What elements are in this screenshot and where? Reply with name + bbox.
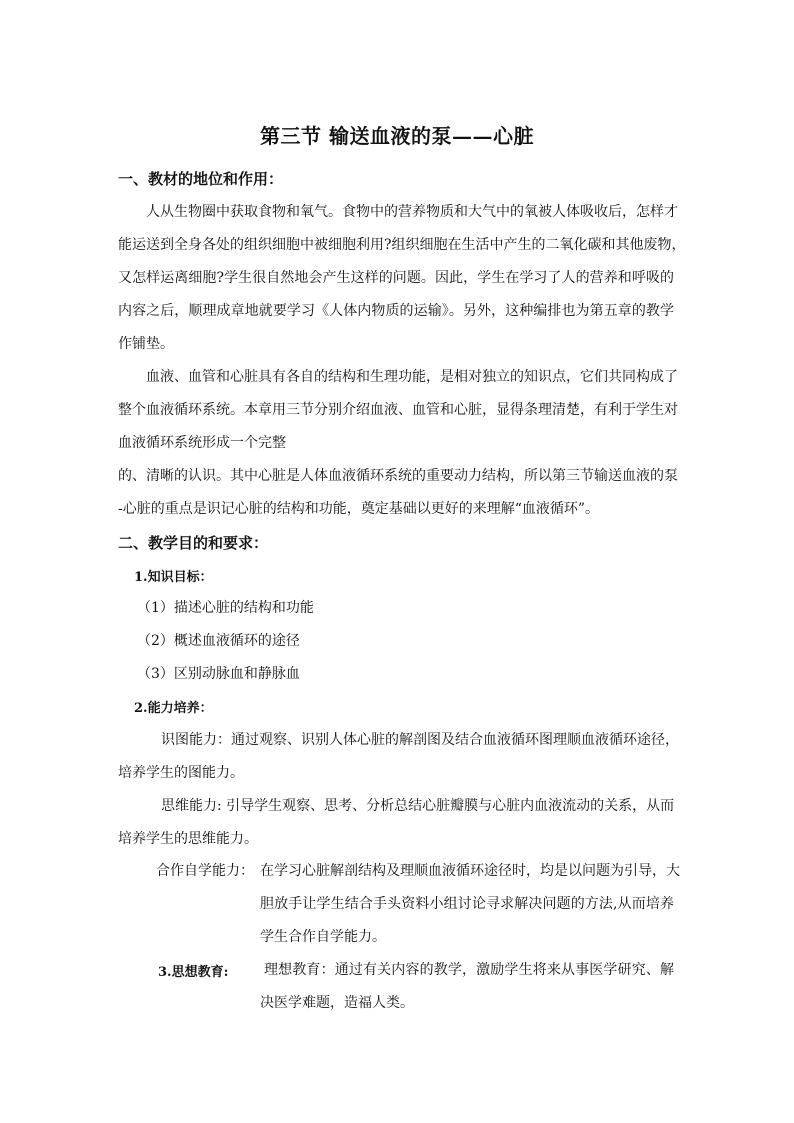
section2-heading: 二、教学目的和要求： xyxy=(118,534,269,552)
thought-education-line: 决医学难题，造福人类。 xyxy=(260,995,414,1011)
para1-line: 能运送到全身各处的组织细胞中被细胞利用?组织细胞在生活中产生的二氧化碳和其他废物， xyxy=(118,237,686,253)
knowledge-goals-label: 1.知识目标： xyxy=(134,570,213,585)
para1-line: 又怎样运离细胞?学生很自然地会产生这样的问题。因此，学生在学习了人的营养和呼吸的 xyxy=(118,270,674,286)
para2-line: 血液、血管和心脏具有各自的结构和生理功能，是相对独立的知识点，它们共同构成了 xyxy=(146,369,678,385)
knowledge-goal-item: （3）区别动脉血和静脉血 xyxy=(137,666,300,682)
thought-education-label: 3.思想教育: xyxy=(158,965,229,980)
para1-line: 内容之后，顺理成章地就要学习《人体内物质的运输》。另外，这种编排也为第五章的教学 xyxy=(118,303,674,319)
thought-education-line: 理想教育：通过有关内容的教学，激励学生将来从事医学研究、解 xyxy=(264,962,674,978)
thinking-ability-line: 思维能力: 引导学生观察、思考、分析总结心脏瓣膜与心脏内血液流动的关系，从而 xyxy=(161,798,675,814)
ability-label: 2.能力培养： xyxy=(134,701,213,716)
para2-line: -心脏的重点是识记心脏的结构和功能，奠定基础以更好的来理解“血液循环”。 xyxy=(118,501,600,517)
section1-heading: 一、教材的地位和作用： xyxy=(118,170,284,188)
cooperative-ability-line: 胆放手让学生结合手头资料小组讨论寻求解决问题的方法,从而培养 xyxy=(260,896,674,912)
diagram-ability-line: 识图能力：通过观察、识别人体心脏的解剖图及结合血液循环图理顺血液循环途径， xyxy=(161,732,679,748)
knowledge-goal-item: （2）概述血液循环的途径 xyxy=(137,633,300,649)
para1-line: 作铺垫。 xyxy=(118,336,174,352)
cooperative-ability-label: 合作自学能力： xyxy=(156,863,254,879)
cooperative-ability-line: 学生合作自学能力。 xyxy=(260,929,386,945)
para2-line: 血液循环系统形成一个完整 xyxy=(118,435,286,451)
para2-line: 整个血液循环系统。本章用三节分别介绍血液、血管和心脏，显得条理清楚，有利于学生对 xyxy=(118,402,678,418)
thinking-ability-line: 培养学生的思维能力。 xyxy=(118,831,258,847)
knowledge-goal-item: （1）描述心脏的结构和功能 xyxy=(137,600,314,616)
para2-line: 的、清晰的认识。其中心脏是人体血液循环系统的重要动力结构，所以第三节输送血液的泵 xyxy=(118,468,678,484)
page-title: 第三节 输送血液的泵——心脏 xyxy=(260,124,534,148)
para1-line: 人从生物圈中获取食物和氧气。食物中的营养物质和大气中的氧被人体吸收后，怎样才 xyxy=(146,204,678,220)
cooperative-ability-line: 在学习心脏解剖结构及理顺血液循环途径时，均是以问题为引导，大 xyxy=(260,863,680,879)
diagram-ability-line: 培养学生的图能力。 xyxy=(118,765,244,781)
